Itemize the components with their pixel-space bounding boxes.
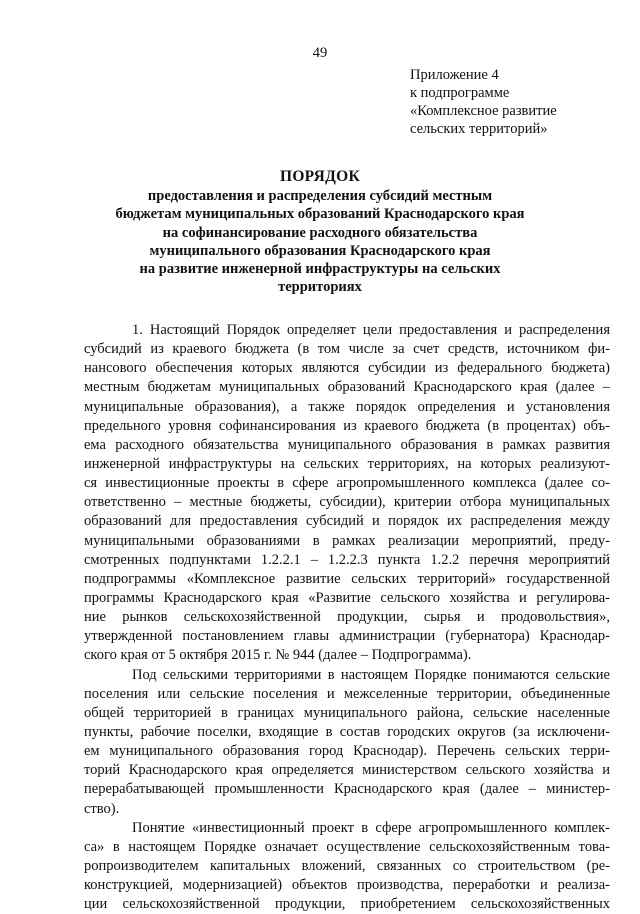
- text-line: утвержденной постановлением главы администрации (губернатора) Краснодар-: [84, 628, 610, 645]
- text-line: субсидий из краевого бюджета (в том числе за счет средств, источником фи-: [84, 341, 610, 358]
- subtitle-line: на софинансирование расходного обязательства: [162, 224, 478, 241]
- subtitle-line: территориях: [278, 279, 362, 296]
- text-line: ся инвестиционные проекты в сфере агропромышленного комплекса (далее со-: [84, 475, 610, 492]
- text-line: нансового обеспечения которых являются субсидии из федерального бюджета): [84, 360, 610, 377]
- text-line: ции сельскохозяйственной продукции, приобретением сельскохозяйственных: [84, 896, 610, 913]
- text-line: смотренных подпунктами 1.2.2.1 – 1.2.2.3 пункта 1.2.2 перечня мероприятий: [84, 551, 610, 568]
- text-line: муниципальные образования), а также порядок определения и установления: [84, 398, 610, 415]
- subtitle-line: предоставления и распределения субсидий местным: [147, 188, 493, 205]
- text-line: ем муниципального образования город Краснодар). Перечень сельских терри-: [84, 743, 610, 760]
- text-line: конструкцией, модернизацией) объектов производства, переработки и реализа-: [84, 877, 610, 894]
- text-line: перерабатывающей промышленности Краснодарского края (далее – министер-: [84, 781, 610, 798]
- text-line: са» в настоящем Порядке означает осуществление сельскохозяйственным това-: [84, 838, 610, 855]
- text-line: инженерной инфраструктуры на сельских территориях, на которых реализуют-: [84, 455, 610, 472]
- text-line: 1. Настоящий Порядок определяет цели предоставления и распределения: [132, 322, 610, 338]
- text-line: муниципальными образованиями в рамках реализации мероприятий, преду-: [84, 532, 610, 549]
- document-body: [84, 321, 610, 914]
- text-line: ответственно – местные бюджеты, субсидии), критерии отбора муниципальных: [84, 494, 610, 511]
- text-line: поселения или сельские поселения и межселенные территории, объединенные: [84, 685, 610, 702]
- text-line: ние рынков сельскохозяйственной продукции, сырья и продовольствия»,: [84, 609, 610, 626]
- document-subtitle: [60, 187, 580, 296]
- text-line: Под сельскими территориями в настоящем Порядке понимаются сельские: [132, 666, 610, 683]
- document-heading: [60, 168, 580, 296]
- text-line: ема расходного обязательства муниципального образования в рамках развития: [84, 436, 610, 453]
- text-line: ского края от 5 октября 2015 г. № 944 (далее – Подпрограмма).: [84, 647, 472, 664]
- text-line: подпрограммы «Комплексное развитие сельских территорий» государственной: [84, 570, 610, 587]
- text-line: торий Краснодарского края определяется министерством сельского хозяйства и: [84, 762, 610, 779]
- text-line: общей территорией в границах муниципального района, сельские населенные: [84, 704, 610, 721]
- paragraph: [84, 666, 610, 819]
- subtitle-line: на развитие инженерной инфраструктуры на сельских: [139, 261, 501, 278]
- appendix-line: «Комплексное развитие: [410, 103, 557, 119]
- text-line: ропроизводителем капитальных вложений, связанных со строительством (ре-: [84, 857, 610, 874]
- text-line: Понятие «инвестиционный проект в сфере агропромышленного комплек-: [132, 819, 610, 836]
- text-line: предельного уровня софинансирования из краевого бюджета (в процентах) объ-: [84, 417, 610, 434]
- text-line: пункты, рабочие поселки, входящие в состав городских округов (за исключени-: [84, 723, 610, 740]
- appendix-line: сельских территорий»: [410, 121, 548, 137]
- paragraph: [84, 819, 610, 914]
- subtitle-line: бюджетам муниципальных образований Краснодарского края: [115, 206, 525, 223]
- text-line: ство).: [84, 800, 120, 817]
- text-line: программы Краснодарского края «Развитие сельского хозяйства и регулирова-: [84, 589, 610, 606]
- appendix-line: Приложение 4: [410, 67, 499, 83]
- text-line: местным бюджетам муниципальных образований Краснодарского края (далее –: [84, 379, 610, 396]
- appendix-line: к подпрограмме: [410, 85, 510, 101]
- document-title: ПОРЯДОК: [279, 168, 361, 185]
- subtitle-line: муниципального образования Краснодарского края: [149, 242, 491, 259]
- text-line: образований для предоставления субсидий и порядок их распределения между: [84, 513, 610, 530]
- appendix-block: [410, 66, 630, 138]
- paragraph: [84, 321, 610, 666]
- page-number: 49: [312, 45, 328, 61]
